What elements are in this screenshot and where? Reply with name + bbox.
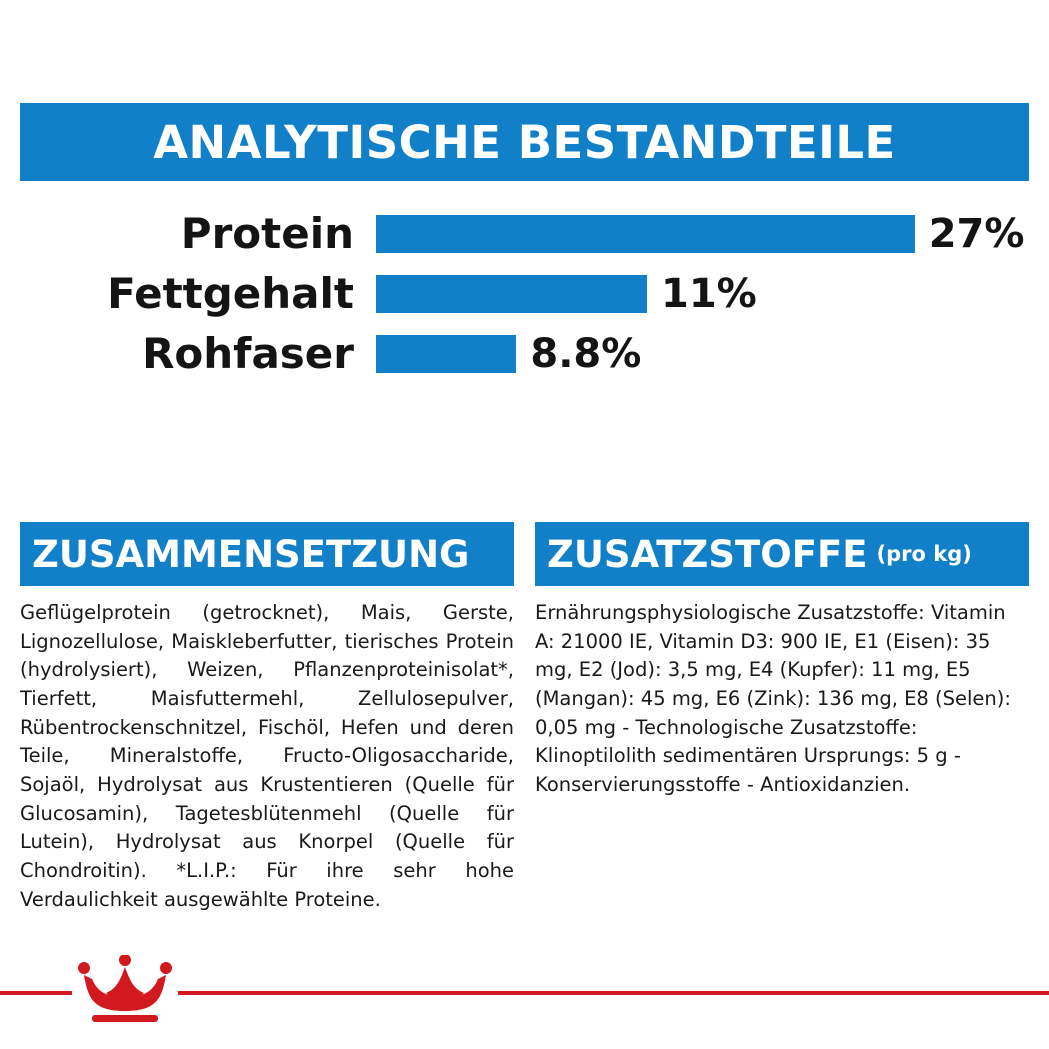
bar-track <box>376 205 1029 263</box>
additives-section <box>535 522 1029 800</box>
footer-rule-left <box>0 991 72 995</box>
analytical-constituents-chart <box>20 205 1029 385</box>
bar-row <box>20 265 1029 323</box>
royal-canin-crown-logo <box>72 955 178 1027</box>
bar-fill-fettgehalt <box>376 275 647 313</box>
bar-label-rohfaser: Rohfaser <box>142 329 354 378</box>
additives-header <box>535 522 1029 586</box>
footer-rule-right <box>178 991 1049 995</box>
bar-track <box>376 325 1029 383</box>
additives-text: Ernährungsphysiologische Zusatzstoffe: Vitamin A: 21000 IE, Vitamin D3: 900 IE, E1 (Eisen): 35 mg, E2 (Jod): 3,5 mg, E4 (Kupfer): 11 mg, E5 (Mangan): 45 mg, E6 (Zink): 136 mg, E8 (Selen): 0,05 mg - Technologische Zusatzstoffe: Klinoptilolith sedimentären Ursprungs: 5 g - Konservierungsstoffe - Antioxidanzien. <box>535 601 1011 796</box>
bar-row <box>20 325 1029 383</box>
bar-label-fettgehalt: Fettgehalt <box>107 269 354 318</box>
composition-header <box>20 522 514 586</box>
bar-fill-protein <box>376 215 915 253</box>
composition-text: Geflügelprotein (getrocknet), Mais, Gerste, Lignozellulose, Maiskleberfutter, tierisches Protein (hydrolysiert), Weizen, Pflanzenproteinisolat*, Tierfett, Maisfuttermehl, Zellulosepulver, Rübentrockenschnitzel, Fischöl, Hefen und deren Teile, Mineralstoffe, Fructo-Oligosaccharide, Sojaöl, Hydrolysat aus Krustentieren (Quelle für Glucosamin), Tagetesblütenmehl (Quelle für Lutein), Hydrolysat aus Knorpel (Quelle für Chondroitin). *L.I.P.: Für ihre sehr hohe Verdaulichkeit ausgewählte Proteine. <box>20 601 514 911</box>
bar-value-protein: 27% <box>928 211 1025 257</box>
analytical-constituents-header <box>20 103 1029 181</box>
bar-value-rohfaser: 8.8% <box>530 331 642 377</box>
bar-row <box>20 205 1029 263</box>
bar-fill-rohfaser <box>376 335 516 373</box>
composition-title: ZUSAMMENSETZUNG <box>32 532 470 576</box>
composition-section <box>20 522 514 914</box>
analytical-constituents-title: ANALYTISCHE BESTANDTEILE <box>153 115 896 169</box>
bar-value-fettgehalt: 11% <box>660 271 757 317</box>
bar-track <box>376 265 1029 323</box>
additives-title: ZUSATZSTOFFE <box>547 532 868 576</box>
additives-subtitle: (pro kg) <box>876 541 972 566</box>
bar-label-protein: Protein <box>180 209 354 258</box>
